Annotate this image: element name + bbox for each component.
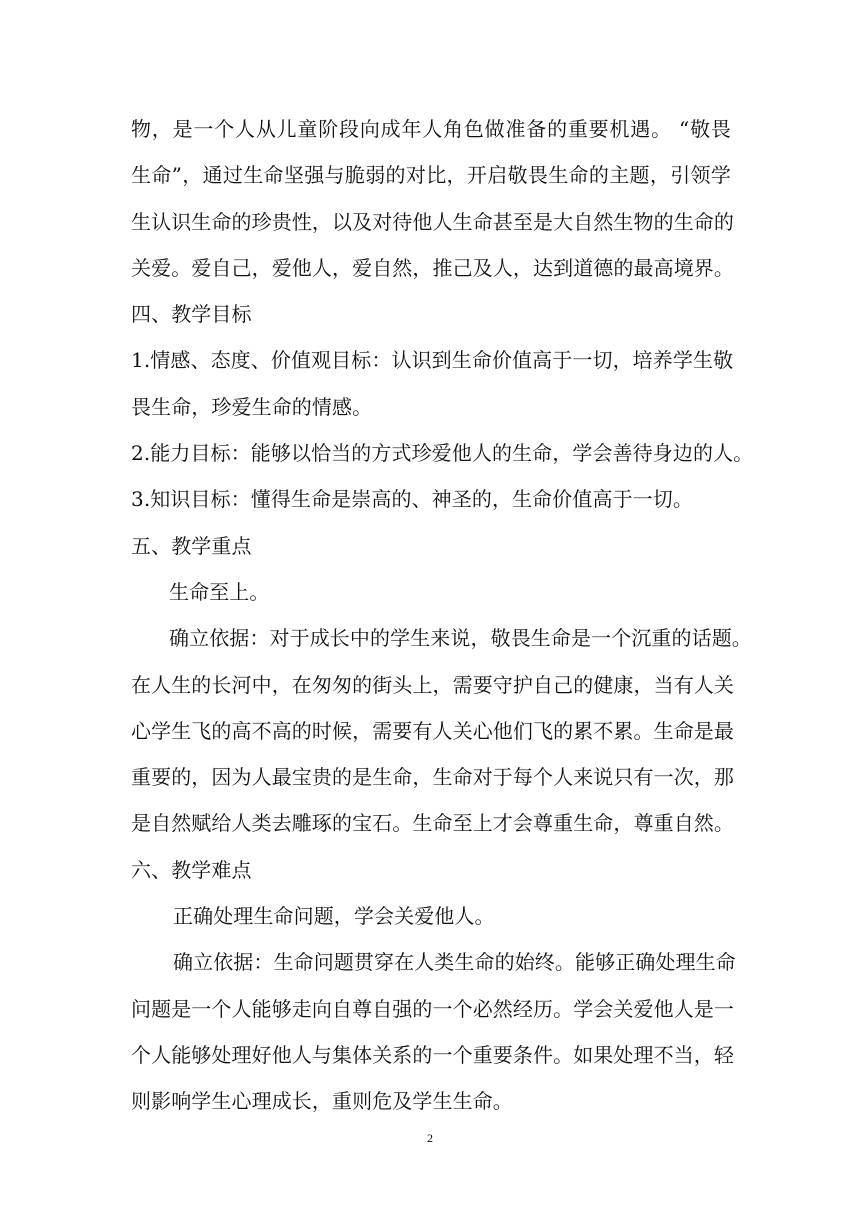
text-line: 则影响学生心理成长，重则危及学生生命。: [131, 1089, 513, 1114]
text-line: 关爱。爱自己，爱他人，爱自然，推己及人，达到道德的最高境界。: [131, 255, 734, 280]
text-line: 生命”，通过生命坚强与脆弱的对比，开启敬畏生命的主题，引领学: [131, 163, 731, 188]
text-line: 3.知识目标：懂得生命是崇高的、神圣的，生命价值高于一切。: [131, 487, 693, 512]
text-line: 重要的，因为人最宝贵的是生命，生命对于每个人来说只有一次，那: [131, 765, 734, 790]
text-line: 物，是一个人从儿童阶段向成年人角色做准备的重要机遇。 “敬畏: [131, 117, 731, 141]
text-line: 在人生的长河中，在匆匆的街头上，需要守护自己的健康，当有人关: [131, 672, 734, 697]
text-line: 心学生飞的高不高的时候，需要有人关心他们飞的累不累。生命是最: [131, 718, 734, 743]
text-line: 五、教学重点: [131, 533, 252, 558]
text-line: 生认识生命的珍贵性，以及对待他人生命甚至是大自然生物的生命的: [131, 209, 734, 234]
text-line: 畏生命，珍爱生命的情感。: [131, 394, 373, 419]
text-line: 生命至上。: [169, 579, 270, 604]
document-body: [131, 106, 754, 1125]
text-line: 1.情感、态度、价值观目标：认识到生命价值高于一切，培养学生敬: [131, 348, 734, 373]
text-line: 问题是一个人能够走向自尊自强的一个必然经历。学会关爱他人是一: [131, 996, 734, 1021]
text-line: 确立依据：生命问题贯穿在人类生命的始终。能够正确处理生命: [173, 950, 736, 975]
text-line: 六、教学难点: [131, 857, 252, 882]
text-line: 个人能够处理好他人与集体关系的一个重要条件。如果处理不当，轻: [131, 1042, 734, 1067]
page-number: 2: [427, 1131, 433, 1145]
text-line: 是自然赋给人类去雕琢的宝石。生命至上才会尊重生命，尊重自然。: [131, 811, 734, 836]
text-line: 四、教学目标: [131, 302, 252, 327]
text-line: 2.能力目标：能够以恰当的方式珍爱他人的生命，学会善待身边的人。: [131, 441, 754, 466]
text-line: 正确处理生命问题，学会关爱他人。: [173, 904, 495, 929]
text-line: 确立依据：对于成长中的学生来说，敬畏生命是一个沉重的话题。: [169, 626, 752, 651]
